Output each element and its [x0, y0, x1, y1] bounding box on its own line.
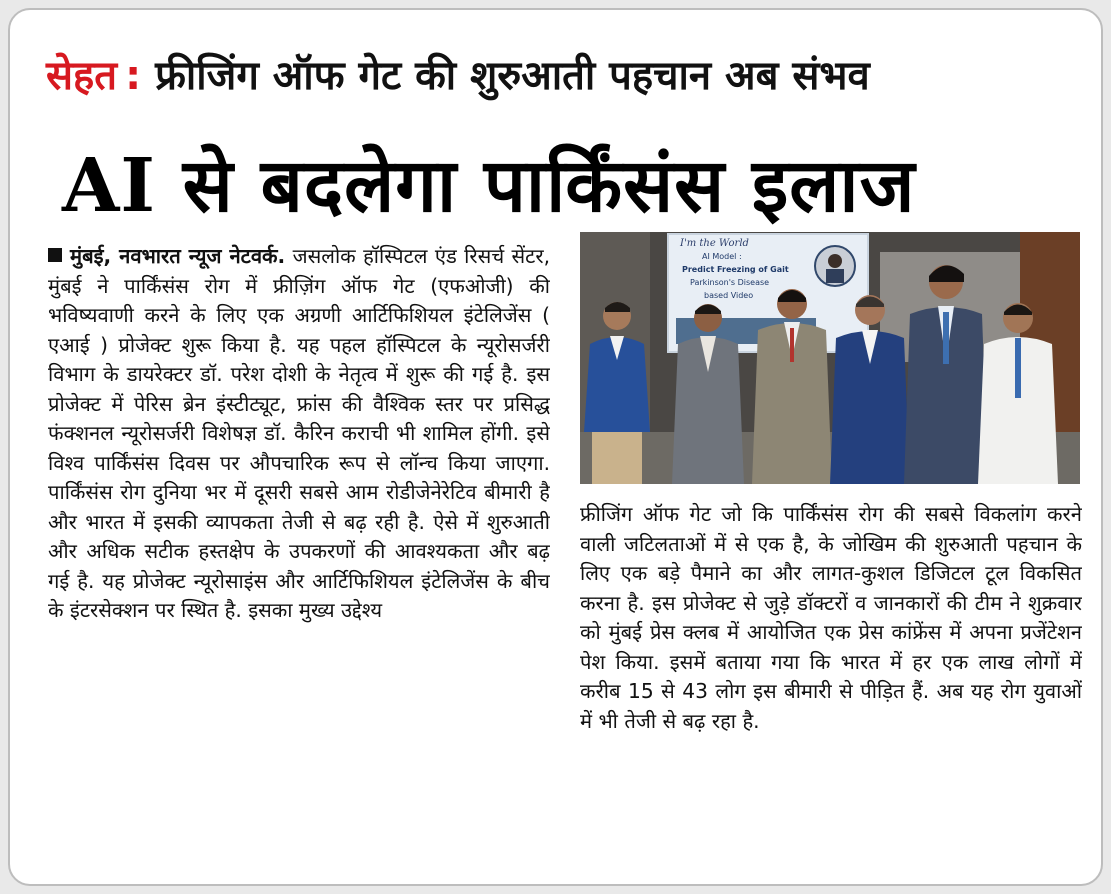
- kicker-line: [46, 50, 870, 102]
- screen-text-2: AI Model :: [702, 252, 742, 261]
- screen-text-5: based Video: [704, 291, 754, 300]
- article-column-1: [48, 242, 550, 870]
- article-column-2: [580, 500, 1082, 875]
- screen-text-4: Parkinson's Disease: [690, 278, 770, 287]
- screen-text-3: Predict Freezing of Gait: [682, 265, 789, 274]
- dateline: मुंबई, नवभारत न्यूज नेटवर्क.: [70, 244, 286, 268]
- press-conference-photo: [580, 232, 1080, 484]
- article-text-col2: फ्रीजिंग ऑफ गेट जो कि पार्किंसंस रोग की सबसे विकलांग करने वाली जटिलताओं में से एक है, के जोखिम की शुरुआती पहचान के लिए एक बड़े पैमाने का और लागत-कुशल डिजिटल टूल विकसित करना है. इस प्रोजेक्ट से जुड़े डॉक्टरों व जानकारों की टीम ने शुक्रवार को मुंबई प्रेस क्लब में आयोजित एक प्रेस कांफ्रेंस में अपना प्रजेंटेशन पेश किया. इसमें बताया गया कि भारत में हर एक लाख लोगों में करीब 15 से 43 लोग इस बीमारी से पीड़ित हैं. अब यह रोग युवाओं में भी तेजी से बढ़ रहा है.: [580, 502, 1082, 733]
- section-label: सेहत: [46, 53, 118, 99]
- screen-text-1: I'm the World: [680, 238, 749, 249]
- news-photo: [580, 232, 1080, 484]
- article-text-col1: जसलोक हॉस्पिटल एंड रिसर्च सेंटर, मुंबई ने पार्किंसंस रोग में फ्रीज़िंग ऑफ गेट (एफओजी) की भविष्यवाणी करने के लिए एक अग्रणी आर्टिफिशियल इंटेलिजेंस ( एआई ) प्रोजेक्ट शुरू किया है. यह पहल हॉस्पिटल के न्यूरोसर्जरी विभाग के डायरेक्टर डॉ. परेश दोशी के नेतृत्व में शुरू की गई है. इस प्रोजेक्ट में पेरिस ब्रेन इंस्टीट्यूट, फ्रांस की वैश्विक स्तर पर प्रसिद्ध फंक्शनल न्यूरोसर्जरी विशेषज्ञ डॉ. कैरिन कराची भी शामिल होंगी. इसे विश्व पार्किंसंस दिवस पर औपचारिक रूप से लॉन्च किया जाएगा. पार्किंसंस रोग दुनिया भर में दूसरी सबसे आम रोडीजेनेरेटिव बीमारी है और भारत में इसकी व्यापकता तेजी से बढ़ रही है. ऐसे में शुरुआती और अधिक सटीक हस्तक्षेप के उपकरणों की आवश्यकता और बढ़ गई है. यह प्रोजेक्ट न्यूरोसाइंस और आर्टिफिशियल इंटेलिजेंस के बीच के इंटरसेक्शन पर स्थित है. इसका मुख्य उद्देश्य: [48, 244, 550, 622]
- kicker-separator: :: [125, 53, 142, 99]
- kicker-text: फ्रीजिंग ऑफ गेट की शुरुआती पहचान अब संभव: [155, 53, 870, 99]
- headline: AI से बदलेगा पार्किंसंस इलाज: [62, 143, 916, 229]
- newspaper-clipping: [8, 8, 1103, 886]
- bullet-square-icon: [48, 248, 62, 262]
